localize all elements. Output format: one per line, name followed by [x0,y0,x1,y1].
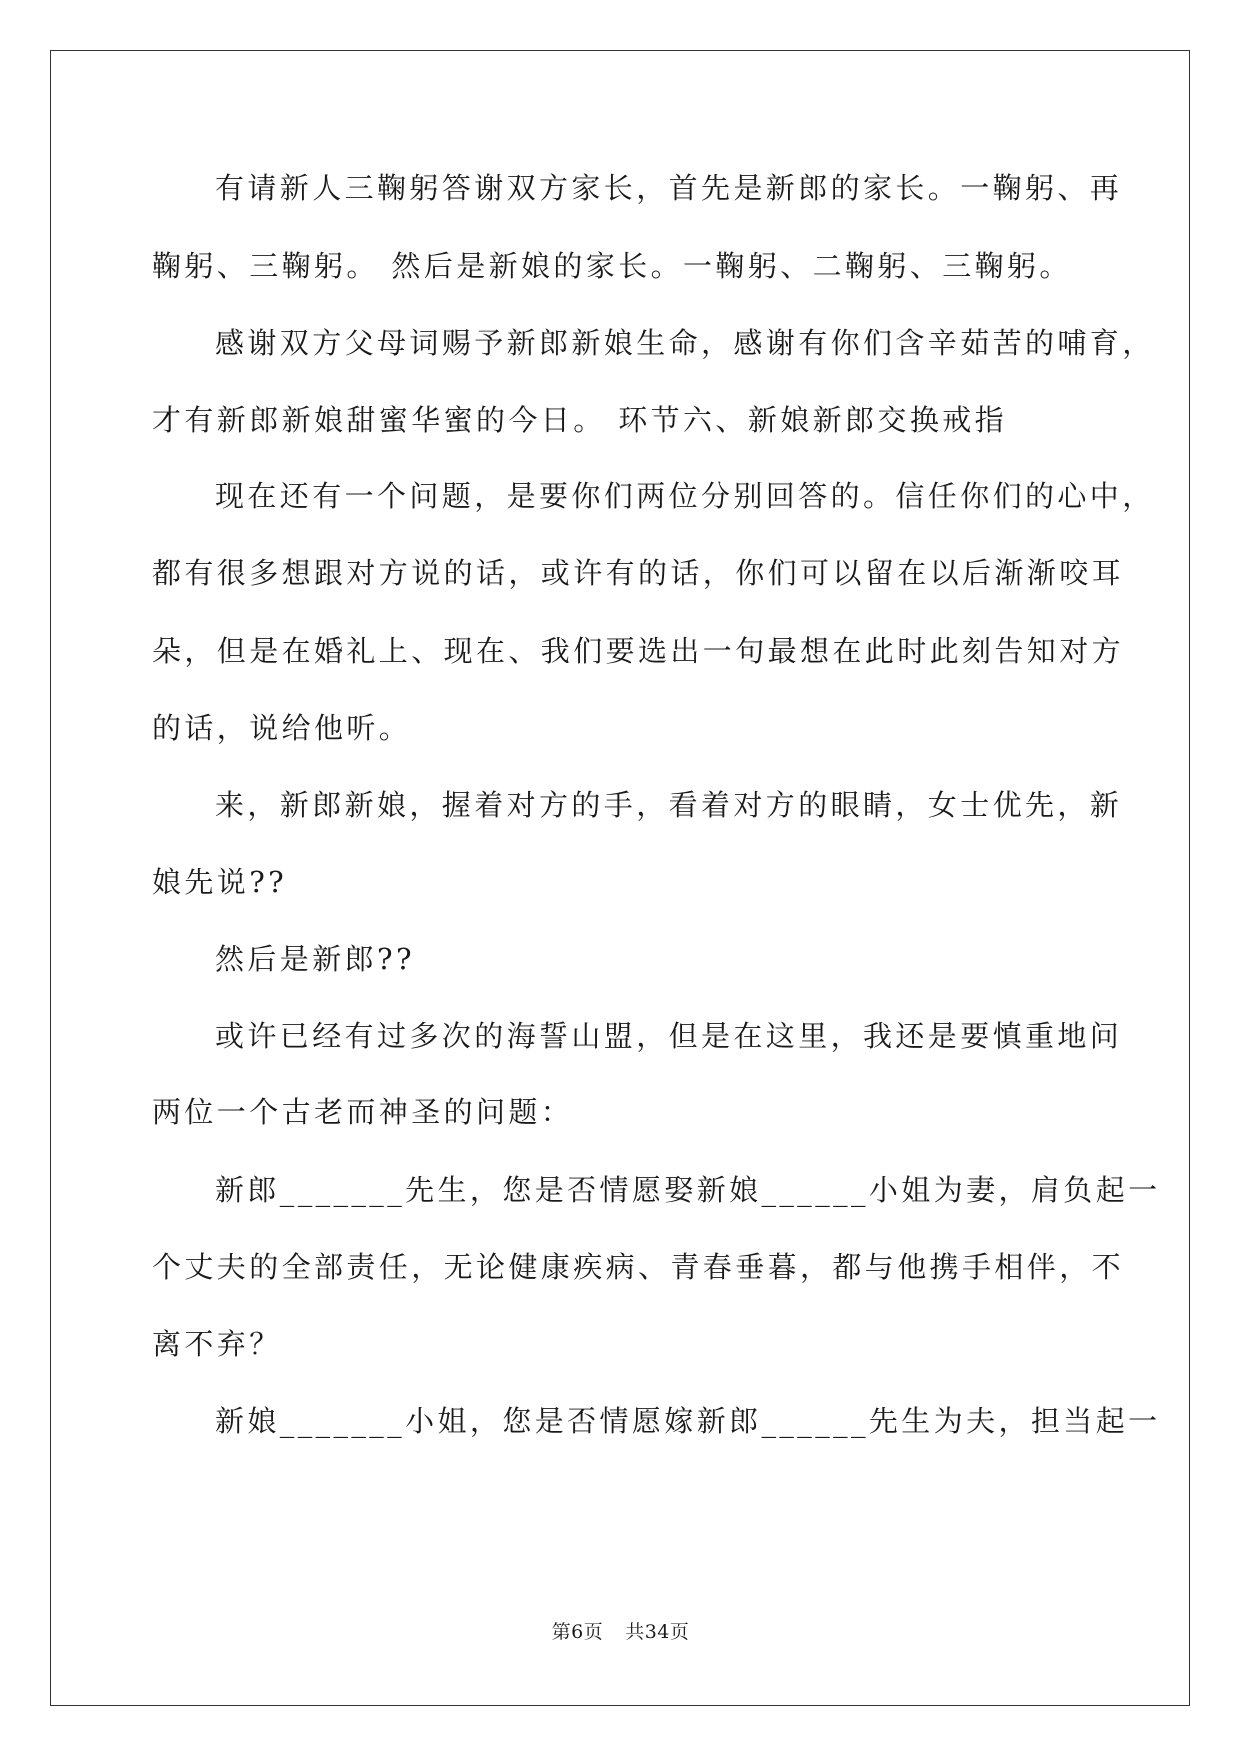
paragraph-line: 都有很多想跟对方说的话，或许有的话，你们可以留在以后渐渐咬耳 [152,556,1125,590]
page-total: 共34页 [625,1621,690,1643]
paragraph-line: 娘先说?? [152,865,288,899]
paragraph-line: 或许已经有过多次的海誓山盟，但是在这里，我还是要慎重地问 [215,1019,1123,1053]
paragraph-line: 新娘_______小姐，您是否情愿嫁新郎______先生为夫，担当起一 [215,1404,1161,1438]
paragraph-line: 感谢双方父母词赐予新郎新娘生命，感谢有你们含辛茹苦的哺育， [215,326,1155,360]
paragraph-line: 的话，说给他听。 [152,711,412,745]
paragraph-line: 鞠躬、三鞠躬。 然后是新娘的家长。一鞠躬、二鞠躬、三鞠躬。 [152,249,1072,283]
page-number: 第6页 [551,1621,604,1643]
page-footer [0,1620,1241,1644]
paragraph-line: 来，新郎新娘，握着对方的手，看着对方的眼睛，女士优先，新 [215,788,1123,822]
paragraph-line: 两位一个古老而神圣的问题： [152,1095,574,1129]
paragraph-line: 离不弃？ [152,1327,282,1361]
paragraph-line: 才有新郎新娘甜蜜华蜜的今日。 环节六、新娘新郎交换戒指 [152,403,1008,437]
paragraph-line: 有请新人三鞠躬答谢双方家长，首先是新郎的家长。一鞠躬、再 [215,171,1123,205]
paragraph-line: 个丈夫的全部责任，无论健康疾病、青春垂暮，都与他携手相伴，不 [152,1250,1125,1284]
paragraph-line: 朵，但是在婚礼上、现在、我们要选出一句最想在此时此刻告知对方 [152,634,1125,668]
paragraph-line: 现在还有一个问题，是要你们两位分别回答的。信任你们的心中， [215,479,1155,513]
paragraph-line: 新郎_______先生，您是否情愿娶新娘______小姐为妻，肩负起一 [215,1173,1161,1207]
paragraph-line: 然后是新郎?? [215,942,415,976]
